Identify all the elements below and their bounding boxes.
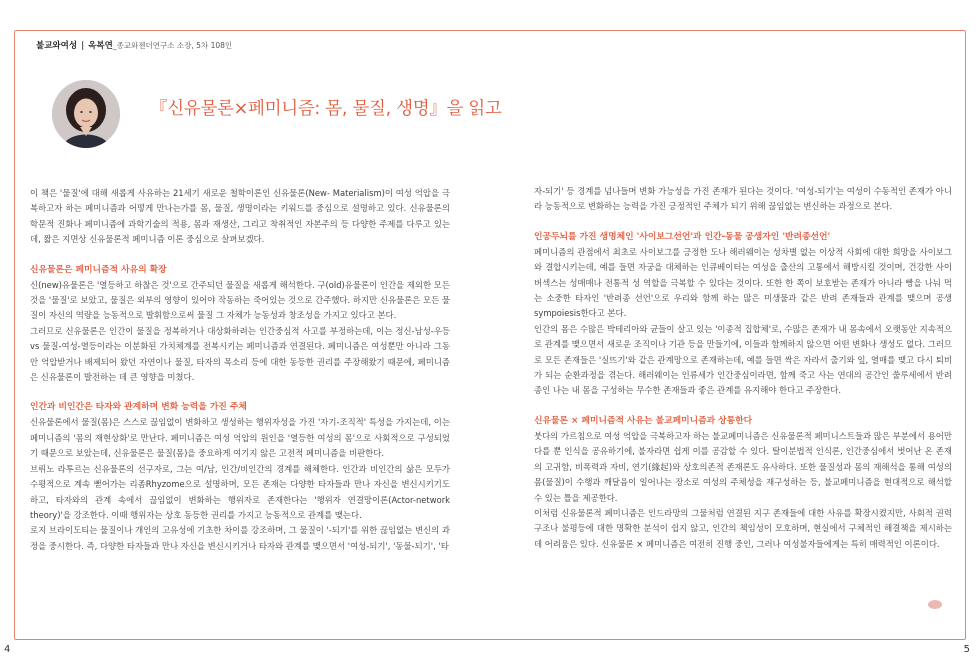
intro-paragraph: 이 책은 '물질'에 대해 새롭게 사유하는 21세기 새로운 철학이론인 신유물론(New- Materialism)이 여성 억압을 극복하고자 하는 페미니즘과 어떻게 만나는가를 몸, 물질, 생명이라는 키워드를 중심으로 설명하고 있다. 신유물론의 학문적 진화나 페미니즘에 과학기술의 적용, 몸과 재생산, 그리고 착취적인 자본주의 등 다양한 주제를 다루고 있는데, 짧은 지면상 신유물론적 페미니즘 이론 중심으로 살펴보겠다. [30,188,450,245]
header-affiliation: _종교와젠더연구소 소장, 5차 108인 [112,41,233,50]
body-paragraph: 그러므로 신유물론은 인간이 물질을 정복하거나 대상화하려는 인간중심적 사고를 부정하는데, 이는 정신-남성-우등 vs 물질-여성-열등이라는 이분화된 가치체계를 전복시키는 페미니즘과 연결된다. 페미니즘은 여성뿐만 아니라 그동안 억압받거나 배제되어 왔던 자연이나 물질, 타자의 목소리 등에 대한 동등한 권리를 주장해왔기 때문에, 페미니즘은 신유물론이 발전하는 데 큰 영향을 미쳤다. [30,325,450,383]
right-column [534,184,952,552]
header-section: 불교와여성 [36,41,78,51]
body-paragraph: 신유물론에서 물질(몸)은 스스로 끊임없이 변화하고 생성하는 행위자성을 가진 '자기-조직적' 특성을 가지는데, 이는 페미니즘의 '몸의 재현상화'로 만난다. 페미니즘은 여성 억압의 원인을 '열등한 여성의 몸'으로 사회적으로 구성되었기 때문으로 보았는데, 신유물론은 물질(몸)을 중요하게 여기지 않은 고전적 페미니즘을 비판한다. [30,417,450,459]
body-paragraph: 인간의 몸은 수많은 박테리아와 균들이 살고 있는 '이종적 집합체'로, 수많은 존재가 내 몸속에서 오랫동안 지속적으로 관계를 맺으면서 새로운 조직이나 기관 등을 만들기에, 이들과 함께하지 않으면 어떤 변화나 생성도 없다. 그러므로 모든 존재들은 '실뜨기'와 같은 관계망으로 존재하는데, 예를 들면 싹은 자라서 출기와 잎, 열매를 맺고 다시 퇴비가 되는 순환과정을 겪는다. 해러웨이는 인류세가 인간중심이라면, 함께 죽고 사는 연대의 공간인 쑬루세에서 반려종인 나는 내 몸을 구성하는 무수한 존재들과 좋은 관계를 유지해야 한다고 주장한다. [534,323,952,396]
page-number-right: 5 [963,644,970,655]
section-heading: 인공두뇌를 가진 생명체인 '사이보그선언'과 인간-동물 공생자인 '반려종선언' [534,231,831,242]
body-paragraph: 신(new)유물론은 '열등하고 하찮은 것'으로 간주되던 물질을 새롭게 해석한다. 구(old)유물론이 인간을 제외한 모든 것을 '물질'로 보았고, 물질은 외부의 영향이 있어야 작동하는 죽어있는 것으로 간주했다. 하지만 신유물론은 모든 물질이 자신의 역량을 능동적으로 발휘함으로써 물질 그 자체가 능동성과 창조성을 가지고 있다고 본다. [30,279,450,321]
header-separator: | [81,41,85,51]
body-paragraph: 페미니즘의 관점에서 최초로 사이보그를 긍정한 도나 해러웨이는 성차별 없는 이상적 사회에 대한 희망을 사이보그와 결합시키는데, 예를 들면 자궁을 대체하는 인큐베이터는 여성을 출산의 고통에서 해방시킬 것이며, 건강한 사이버섹스는 성매매나 전통적 성 역할을 극복할 수 있다는 것이다. 또한 한 쪽이 보호받는 존재가 아니라 빵을 나눠 먹는 소중한 타자인 '반려종 선언'으로 우리와 함께 하는 많은 미생물과 같은 반려 존재들과 관계를 맺으며 공생sympoiesis한다고 본다. [534,246,952,319]
article-title: 『신유물론×페미니즘: 몸, 물질, 생명』을 읽고 [150,99,502,119]
section-heading: 신유물론 × 페미니즘적 사유는 불교페미니즘과 상통한다 [534,415,753,426]
page-number-left: 4 [4,644,11,655]
header-author: 옥복연 [88,41,113,51]
author-photo [52,80,120,148]
end-mark-icon [928,600,942,609]
body-paragraph: 이처럼 신유물론적 페미니즘은 인드라망의 그물처럼 연결된 지구 존재들에 대한 사유를 확장시켰지만, 사회적 권력구조나 불평등에 대한 명확한 분석이 쉽지 않고, 인간의 책임성이 모호하며, 현실에서 구체적인 해결책을 제시하는 데 어려움은 있다. 신유물론 × 페미니즘은 여전히 진행 중인, 그러나 여성불자들에게는 특히 매력적인 이론이다. [534,507,952,549]
body-paragraph: 자-되기' 등 경계를 넘나들며 변화 가능성을 가진 존재가 된다는 것이다. '여성-되기'는 여성이 수동적인 존재가 아니라 능동적으로 변화하는 능력을 가진 긍정적인 주체가 되기 위해 끊임없는 변신하는 과정으로 본다. [534,186,952,212]
body-paragraph: 로지 브라이도티는 물질이나 개인의 고유성에 기초한 차이를 강조하며, 그 물질이 '-되기'를 위한 끊임없는 변신의 과정을 중시한다. 즉, 다양한 타자들과 만나 자신을 변신시키거나 타자와 관계를 맺으면서 '여성-되기', '동물-되기', '타 [30,525,450,551]
running-header [36,38,232,54]
body-paragraph: 붓다의 가르침으로 여성 억압을 극복하고자 하는 불교페미니즘은 신유물론적 페미니스트들과 많은 부분에서 용어만 다를 뿐 인식을 공유하기에, 불자라면 쉽게 이를 공감할 수 있다. 탈이분법적 인식론, 인간중심에서 벗어난 온 존재의 고귀함, 비폭력과 자비, 연기(緣起)와 상호의존적 존재론도 유사하다. 또한 물질성과 몸의 재해석을 통해 여성의 몸(물질)이 수행과 깨달음이 일어나는 장소로 여성의 주체성을 재구성하는 등, 불교페미니즘을 현대적으로 해석할 수 있는 틀을 제공한다. [534,430,952,503]
section-heading: 신유물론은 페미니즘적 사유의 확장 [30,264,167,275]
left-column [30,186,450,554]
section-heading: 인간과 비인간은 타자와 관계하며 변화 능력을 가진 주체 [30,402,247,413]
body-paragraph: 브뤼노 라투르는 신유물론의 선구자로, 그는 여/남, 인간/비인간의 경계를 해체한다. 인간과 비인간의 삶은 모두가 수평적으로 계속 뻗어가는 리좀Rhyzome으로 설명하며, 모든 존재는 다양한 타자들과 만나 자신을 변신시키기도 하고, 타자와의 관계 속에서 끊임없이 변화하는 행위자로 존재한다는 '행위자 연결망이론(Actor-network theory)'을 강조한다. 이때 행위자는 상호 동등한 권리를 가지고 능동적으로 관계를 맺는다. [30,463,450,520]
